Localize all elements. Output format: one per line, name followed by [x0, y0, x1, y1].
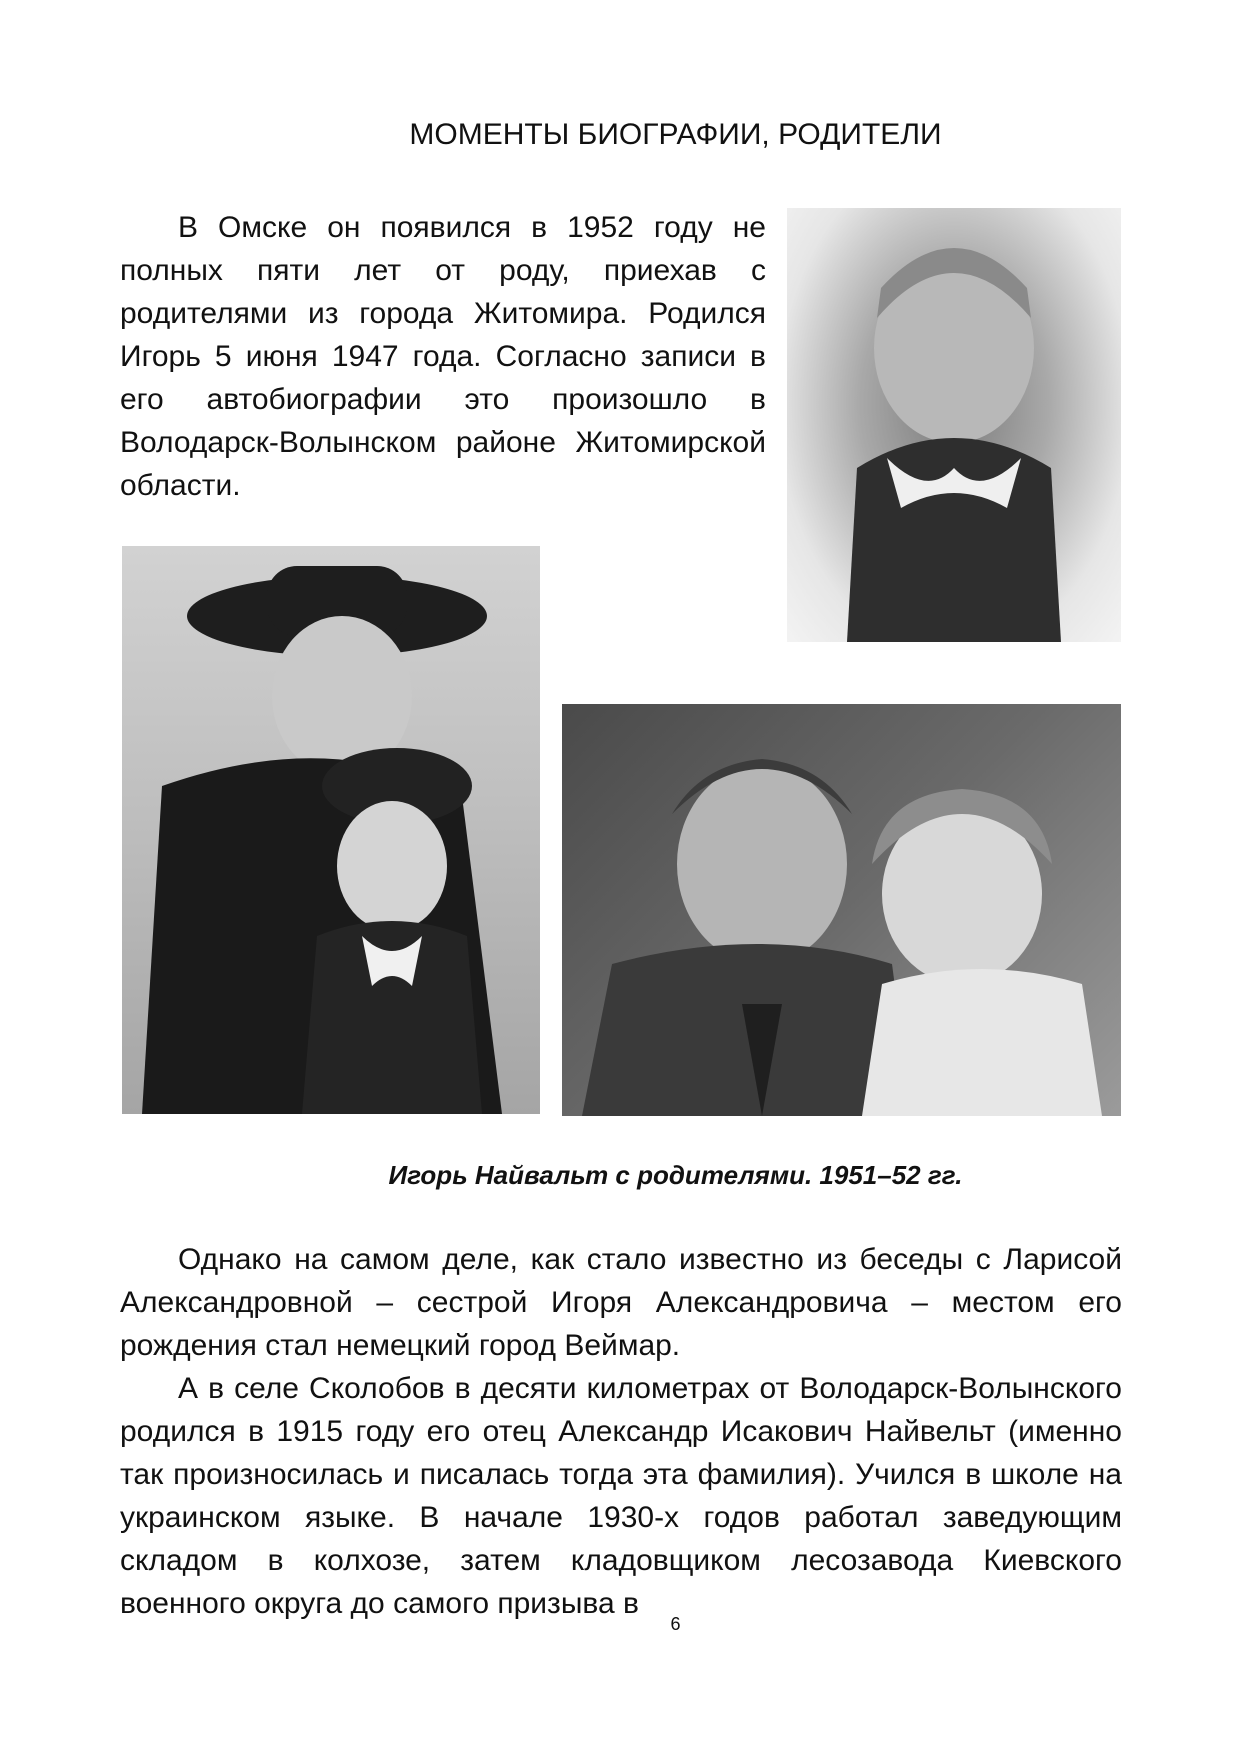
paragraph-2-text: Однако на самом деле, как стало известно из беседы с Ларисой Александровной – сестрой Игоря Александровича – местом его рождения стал немецкий город Веймар. — [120, 1243, 1122, 1362]
photo-boy-portrait — [787, 208, 1121, 642]
paragraph-3-text: А в селе Сколобов в десяти километрах от Володарск-Волынского родился в 1915 году его отец Александр Исакович Найвельт (именно так произносилась и писалась тогда эта фамилия). Учился в школе на украинском языке. В начале 1930-х годов работал заведующим складом в колхозе, затем кладовщиком лесозавода Киевского военного округа до самого призыва в — [120, 1372, 1122, 1620]
paragraph-1-text: В Омске он появился в 1952 году не полных пяти лет от роду, приехав с родителями из города Житомира. Родился Игорь 5 июня 1947 года. Согласно записи в его автобиографии это произошло в Володарск-Волынском районе Житомирской области. — [120, 211, 766, 502]
photo-mother-with-igor — [122, 546, 540, 1114]
paragraph-1 — [120, 206, 766, 507]
paragraph-3 — [120, 1367, 1122, 1625]
photo-caption: Игорь Найвальт с родителями. 1951–52 гг. — [388, 1160, 963, 1190]
page-title: МОМЕНТЫ БИОГРАФИИ, РОДИТЕЛИ — [409, 118, 942, 151]
photo-father-with-daughter — [562, 704, 1121, 1116]
paragraph-2 — [120, 1238, 1122, 1367]
page-number: 6 — [670, 1614, 681, 1634]
